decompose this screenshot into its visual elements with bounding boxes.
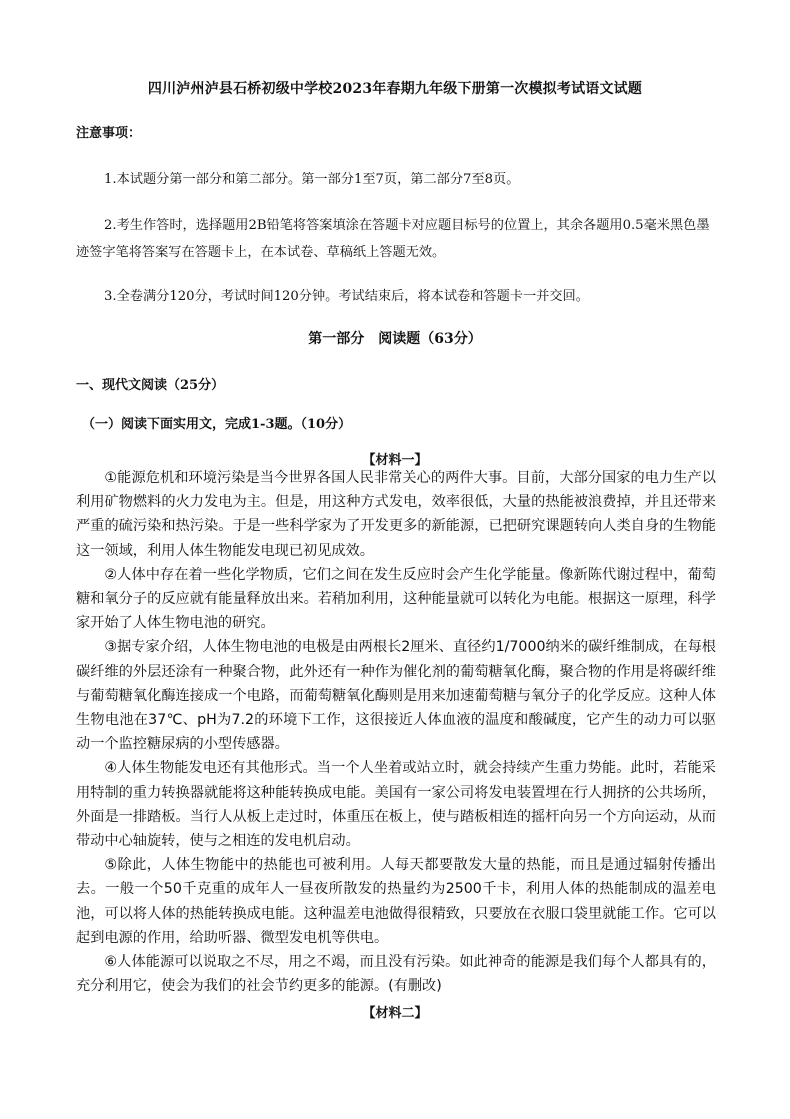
exam-title: 四川泸州泸县石桥初级中学校2023年春期九年级下册第一次模拟考试语文试题 [147, 81, 643, 97]
reading-passage [76, 466, 716, 998]
notice-item [76, 166, 716, 193]
passage-paragraph: ⑥人体能源可以说取之不尽，用之不竭，而且没有污染。如此神奇的能源是我们每个人都具有的，充分利用它，使会为我们的社会节约更多的能源。(有删改) [76, 954, 716, 995]
notice-item-text: 1.本试题分第一部分和第二部分。第一部分1至7页，第二部分7至8页。 [104, 172, 520, 187]
notice-item-text: 2.考生作答时，选择题用2B铅笔将答案填涂在答题卡对应题目标号的位置上，其余各题用0.5毫米黑色墨迹签字笔将答案写在答题卡上，在本试卷、草稿纸上答题无效。 [76, 218, 710, 260]
section-heading: 一、现代文阅读（25分） [76, 378, 225, 393]
subsection-heading: （一）阅读下面实用文，完成1-3题。（10分） [82, 417, 352, 432]
passage-paragraph: ④人体生物能发电还有其他形式。当一个人坐着或站立时，就会持续产生重力势能。此时，若能采用特制的重力转换器就能将这种能转换成电能。美国有一家公司将发电装置埋在行人拥挤的公共场所，外面是一排踏板。当行人从板上走过时，体重压在板上，使与踏板相连的摇杆向另一个方向运动，从而带动中心轴旋转，使与之相连的发电机启动。 [76, 760, 716, 850]
notice-item [76, 283, 716, 310]
part-one-title: 阅读题（63分） [378, 331, 482, 347]
passage-paragraph: ③据专家介绍，人体生物电池的电极是由两根长2厘米、直径约1/7000纳米的碳纤维制成，在每根碳纤维的外层还涂有一种聚合物，此外还有一种作为催化剂的葡萄糖氧化酶，聚合物的作用是将碳纤维与葡萄糖氧化酶连接成一个电路，而葡萄糖氧化酶则是用来加速葡萄糖与氧分子的化学反应。这种人体生物电池在37℃、pH为7.2的环境下工作，这很接近人体血液的温度和酸碱度，它产生的动力可以驱动一个监控糖尿病的小型传感器。 [76, 639, 716, 753]
material-one-label: 【材料一】 [362, 453, 428, 468]
notice-heading: 注意事项： [76, 126, 142, 141]
part-one-heading [0, 328, 790, 348]
notice-item [76, 212, 716, 266]
notice-item-text: 3.全卷满分120分，考试时间120分钟。考试结束后，将本试卷和答题卡一并交回。 [104, 289, 589, 304]
passage-paragraph: ⑤除此，人体生物能中的热能也可被利用。人每天都要散发大量的热能，而且是通过辐射传播出去。一般一个50千克重的成年人一昼夜所散发的热量约为2500千卡，利用人体的热能制成的温差电池，可以将人体的热能转换成电能。这种温差电池做得很精致，只要放在衣服口袋里就能工作。它可以起到电源的作用，给助听器、微型发电机等供电。 [76, 857, 716, 946]
material-two-label: 【材料二】 [362, 1006, 428, 1021]
part-one-label: 第一部分 [308, 331, 365, 347]
passage-paragraph: ①能源危机和环境污染是当今世界各国人民非常关心的两件大事。目前，大部分国家的电力生产以利用矿物燃料的火力发电为主。但是，用这种方式发电，效率很低，大量的热能被浪费掉，并且还带来严重的硫污染和热污染。于是一些科学家为了开发更多的新能源，已把研究课题转向人类自身的生物能这一领域，利用人体生物能发电现已初见成效。 [76, 470, 716, 559]
passage-paragraph: ②人体中存在着一些化学物质，它们之间在发生反应时会产生化学能量。像新陈代谢过程中，葡萄糖和氧分子的反应就有能量释放出来。若稍加利用，这种能量就可以转化为电能。根据这一原理，科学家开始了人体生物电池的研究。 [76, 566, 716, 632]
